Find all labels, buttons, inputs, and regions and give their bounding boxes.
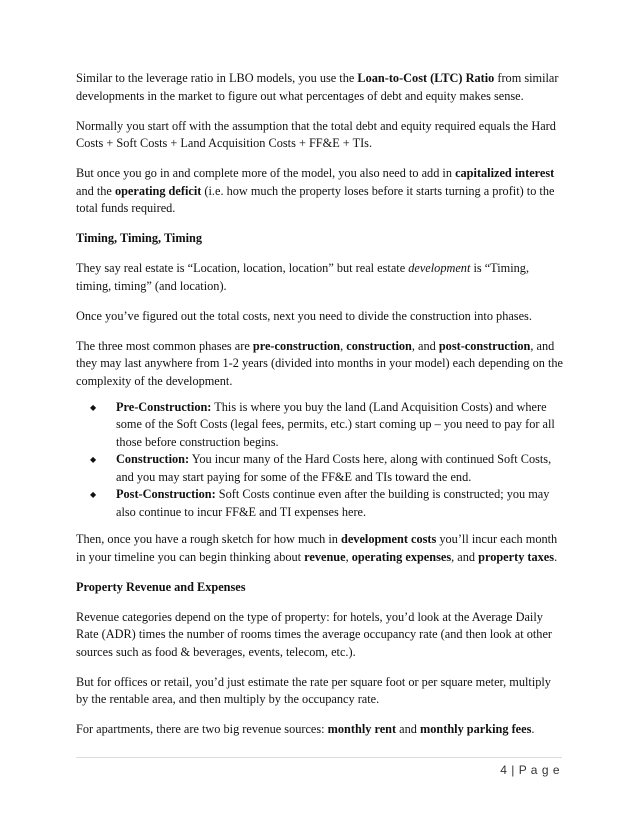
phase-term: Pre-Construction: <box>116 399 212 414</box>
text: But once you go in and complete more of the model, you also need to add in <box>76 166 456 180</box>
paragraph-ltc-ratio <box>76 70 566 105</box>
footer-separator: | <box>511 763 515 777</box>
page-label: P a g e <box>518 763 560 777</box>
phase-description: You incur many of the Hard Costs here, along with continued Soft Costs, and you may start paying for some of the FF&E and TIs toward the end. <box>116 452 552 484</box>
list-item <box>90 399 566 452</box>
term-development: development <box>408 261 471 275</box>
paragraph-capitalized-interest <box>76 165 566 218</box>
text: , <box>340 338 347 353</box>
text: , and they may last anywhere from 1-2 years (divided into months in your model) each depending on the complexity of the development. <box>76 338 563 388</box>
paragraph-development-costs <box>76 531 566 566</box>
term-post-construction: post-construction <box>438 338 531 353</box>
text: from similar developments in the market to figure out what percentages of debt and equity makes sense. <box>76 71 559 103</box>
term-capitalized-interest: capitalized interest <box>455 166 555 180</box>
term-revenue: revenue <box>304 549 346 564</box>
diamond-bullet-icon: ◆ <box>90 402 97 412</box>
text: , and <box>451 549 479 564</box>
text: and the <box>76 183 115 198</box>
phase-term: Construction: <box>116 452 190 466</box>
text: They say real estate is “Location, location, location” but real estate <box>76 261 409 275</box>
phase-term: Post-Construction: <box>116 487 216 501</box>
footer-divider <box>76 757 562 758</box>
heading-property-revenue: Property Revenue and Expenses <box>76 579 246 594</box>
paragraph-divide-phases: Once you’ve figured out the total costs, next you need to divide the construction into phases. <box>76 308 532 323</box>
text: . <box>531 722 535 736</box>
diamond-bullet-icon: ◆ <box>90 455 97 464</box>
text: . <box>554 549 558 564</box>
term-development-costs: development costs <box>341 532 437 546</box>
paragraph-apartments <box>76 721 566 739</box>
phase-description: This is where you buy the land (Land Acquisition Costs) and where some of the Soft Costs (legal fees, permits, etc.) start coming up – you need to pay for all those before construction begins. <box>116 399 555 449</box>
paragraph-revenue-categories: Revenue categories depend on the type of property: for hotels, you’d look at the Average Daily Rate (ADR) times the number of rooms times the average occupancy rate (and then look at other sources such as food & beverages, events, telecom, etc.). <box>76 609 552 659</box>
text: Similar to the leverage ratio in LBO models, you use the <box>76 71 358 85</box>
term-ltc-ratio: Loan-to-Cost (LTC) Ratio <box>357 71 495 85</box>
text: The three most common phases are <box>76 338 253 353</box>
phases-list <box>76 399 566 522</box>
page-content <box>76 70 566 751</box>
paragraph-offices-retail: But for offices or retail, you’d just estimate the rate per square foot or per square meter, multiply by the rentable area, and then multiply by the occupancy rate. <box>76 674 551 706</box>
list-item <box>90 486 566 521</box>
term-construction: construction <box>346 338 412 353</box>
text: is “Timing, timing, timing” (and location). <box>76 261 530 293</box>
term-operating-deficit: operating deficit <box>114 183 202 198</box>
term-monthly-parking-fees: monthly parking fees <box>420 722 532 736</box>
diamond-bullet-icon: ◆ <box>90 490 97 499</box>
page-number: 4 <box>500 763 508 777</box>
page-footer <box>500 763 560 777</box>
text: , and <box>411 338 439 353</box>
text: you’ll incur each month in your timeline you can begin thinking about <box>76 532 558 564</box>
term-property-taxes: property taxes <box>478 549 555 564</box>
term-monthly-rent: monthly rent <box>327 722 397 736</box>
text: and <box>396 722 420 736</box>
text: , <box>345 549 352 564</box>
paragraph-location-timing <box>76 260 566 295</box>
paragraph-three-phases <box>76 338 566 391</box>
text: (i.e. how much the property loses before it starts turning a profit) to the total funds required. <box>76 183 555 215</box>
list-item <box>90 451 566 486</box>
text: Then, once you have a rough sketch for how much in <box>76 532 341 546</box>
text: For apartments, there are two big revenue sources: <box>76 722 328 736</box>
heading-timing: Timing, Timing, Timing <box>76 231 202 245</box>
term-pre-construction: pre-construction <box>252 338 341 353</box>
term-operating-expenses: operating expenses <box>351 549 452 564</box>
phase-description: Soft Costs continue even after the building is constructed; you may also continue to incur FF&E and TI expenses here. <box>116 487 550 519</box>
paragraph-total-debt-equity: Normally you start off with the assumption that the total debt and equity required equals the Hard Costs + Soft Costs + Land Acquisition Costs + FF&E + TIs. <box>76 118 556 150</box>
